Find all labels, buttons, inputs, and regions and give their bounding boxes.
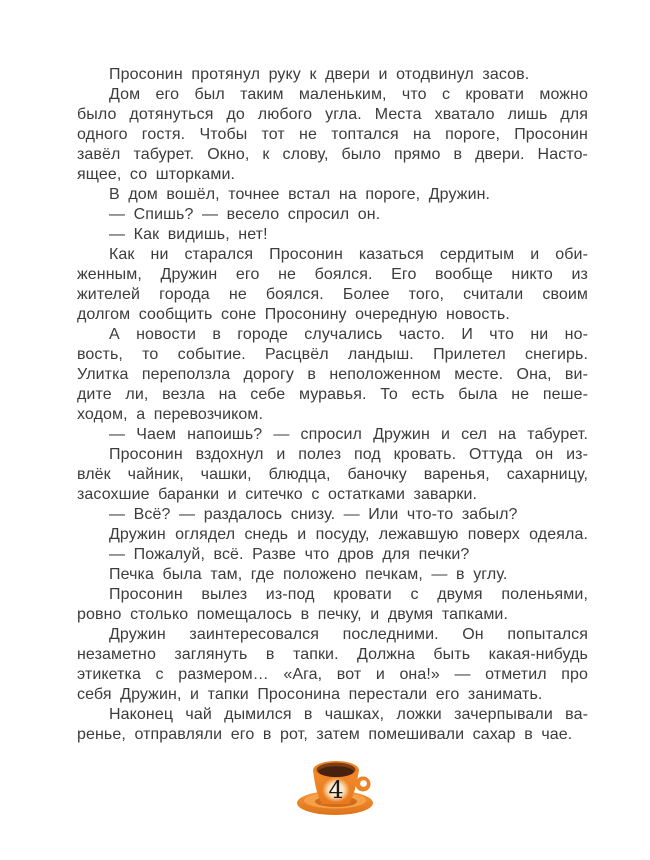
text-line: влёк чайник, чашки, блюдца, баночку варенья, сахарницу, [77, 466, 588, 483]
text-line: незаметно заглянуть в тапки. Должна быть какая-нибудь [77, 646, 588, 663]
text-line: женным, Дружин его не боялся. Его вообще никто из [77, 266, 588, 283]
text-line: долгом сообщить соне Просонину очередную новость. [77, 306, 510, 323]
text-line: ровно столько помещалось в печку, и двумя тапками. [77, 606, 509, 623]
text-line: засохшие баранки и ситечко с остатками заварки. [77, 486, 478, 503]
text-line: А новости в городе случались часто. И что ни но- [109, 326, 588, 343]
text-line: ящее, со шторками. [77, 166, 236, 183]
page-number: 4 [328, 776, 344, 804]
text-line: ходом, а перевозчиком. [77, 406, 264, 423]
text-line: — Пожалуй, всё. Разве что дров для печки? [109, 546, 470, 563]
teacup-icon [292, 753, 382, 823]
text-line: — Всё? — раздалось снизу. — Или что-то забыл? [109, 506, 518, 523]
text-line: Печка была там, где положено печкам, — в углу. [109, 566, 508, 583]
text-line: себя Дружин, и тапки Просонина перестали его занимать. [77, 686, 543, 703]
text-line: Как ни старался Просонин казаться сердитым и оби- [109, 246, 588, 263]
text-line: Дом его был таким маленьким, что с кровати можно [109, 86, 588, 103]
text-line: одного гостя. Чтобы тот не топтался на пороге, Просонин [77, 126, 588, 143]
text-line: Просонин вздохнул и полез под кровать. Оттуда он из- [109, 446, 588, 463]
cup-handle-hole [360, 780, 367, 787]
text-line: ренье, отправляли его в рот, затем помешивали сахар в чае. [77, 726, 573, 743]
text-line: дите ли, везла на себе муравья. То есть была не пеше- [77, 386, 588, 403]
text-line: Просонин протянул руку к двери и отодвинул засов. [109, 66, 530, 83]
text-line: Дружин оглядел снедь и посуду, лежавшую поверх одеяла. [109, 526, 588, 543]
text-line: было дотянуться до любого угла. Места хватало лишь для [77, 106, 588, 123]
text-line: Просонин вылез из-под кровати с двумя поленьями, [109, 586, 588, 603]
text-line: Дружин заинтересовался последними. Он попытался [109, 626, 588, 643]
text-line: завёл табурет. Окно, к слову, было прямо в двери. Насто- [77, 146, 588, 163]
text-line: — Спишь? — весело спросил он. [109, 206, 381, 223]
text-line: — Как видишь, нет! [109, 226, 268, 243]
text-line: жителей города не боялся. Более того, считали своим [77, 286, 588, 303]
story-text [77, 65, 588, 745]
text-line: Улитка переползла дорогу в неположенном месте. Она, ви- [77, 366, 588, 383]
page-marker [292, 753, 382, 823]
text-line: вость, то событие. Расцвёл ландыш. Прилетел снегирь. [77, 346, 588, 363]
text-line: — Чаем напоишь? — спросил Дружин и сел на табурет. [109, 426, 588, 443]
text-line: этикетка с размером… «Ага, вот и она!» — отметил про [77, 666, 588, 683]
text-line: В дом вошёл, точнее встал на пороге, Дружин. [109, 186, 491, 203]
text-line: Наконец чай дымился в чашках, ложки зачерпывали ва- [109, 706, 588, 723]
